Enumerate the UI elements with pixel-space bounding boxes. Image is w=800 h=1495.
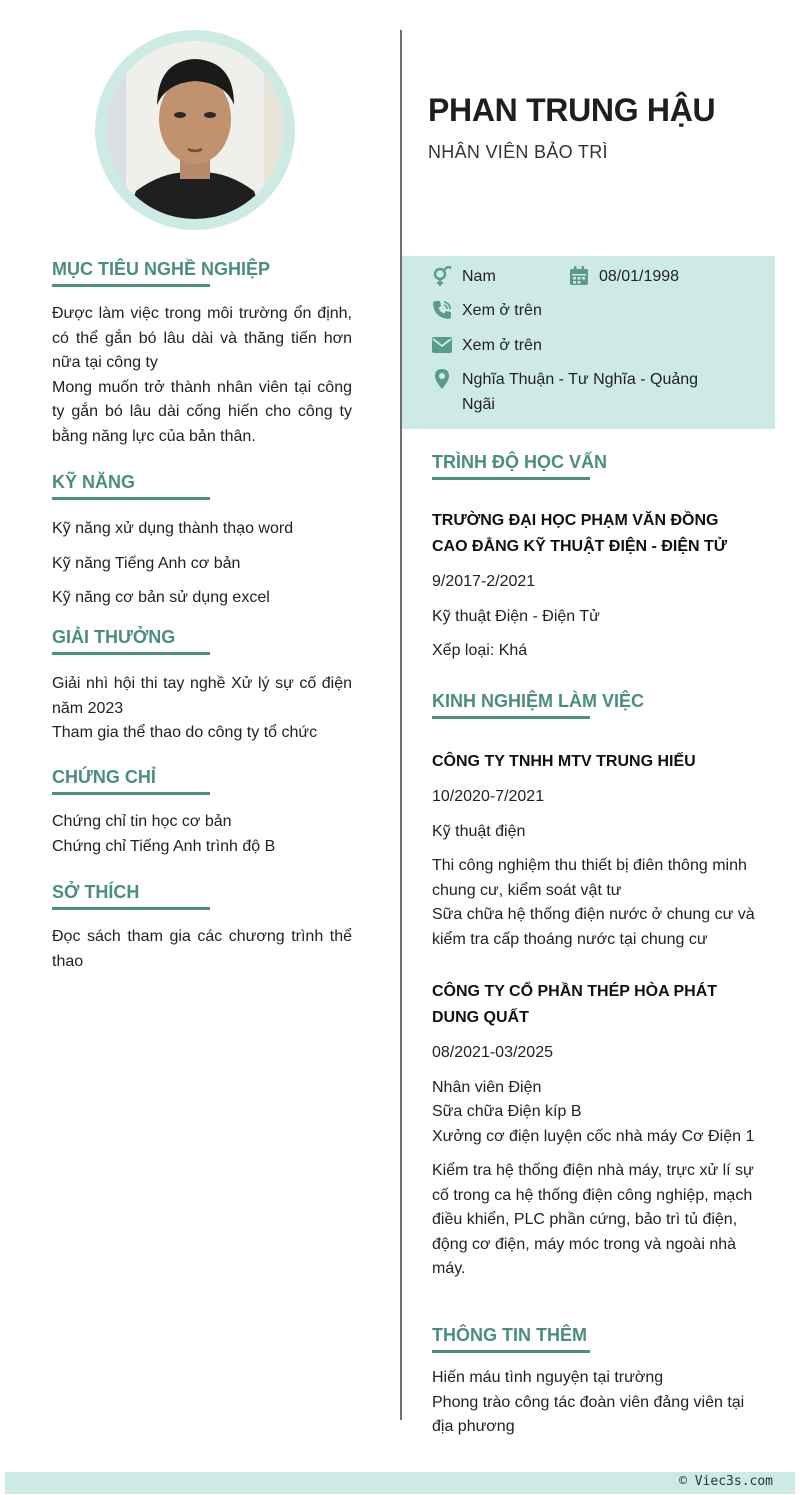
education-major: Kỹ thuật Điện - Điện Tử — [432, 607, 600, 625]
education-grade: Xếp loại: Khá — [432, 642, 528, 659]
job-description: Sữa chữa hệ thống điện nước ở chung cư và kiểm tra cấp thoáng nước tại chung cư — [432, 906, 755, 948]
education-school: TRƯỜNG ĐẠI HỌC PHẠM VĂN ĐỒNG CAO ĐẲNG KỸ THUẬT ĐIỆN - ĐIỆN TỬ — [432, 512, 728, 555]
education-period: 9/2017-2/2021 — [432, 573, 536, 590]
extra-info-section — [432, 1324, 762, 1440]
gender-value: Nam — [462, 268, 496, 285]
avatar-frame — [95, 30, 295, 230]
candidate-name: PHAN TRUNG HẬU — [428, 92, 716, 128]
location-pin-icon — [432, 369, 452, 389]
certificates-title: CHỨNG CHỈ — [52, 767, 156, 787]
education-title-rule — [432, 477, 590, 480]
column-divider — [400, 30, 402, 1420]
gender-icon — [432, 266, 452, 286]
job-company: CÔNG TY TNHH MTV TRUNG HIẾU — [432, 753, 696, 770]
education-title: TRÌNH ĐỘ HỌC VẤN — [432, 452, 607, 472]
experience-title: KINH NGHIỆM LÀM VIỆC — [432, 691, 645, 711]
job-entry — [432, 749, 762, 952]
email-value[interactable]: Xem ở trên — [462, 337, 542, 354]
objective-title: MỤC TIÊU NGHỀ NGHIỆP — [52, 259, 271, 279]
job-title: NHÂN VIÊN BẢO TRÌ — [428, 142, 608, 162]
job-position: Kỹ thuật điện — [432, 822, 526, 840]
extra-info-title: THÔNG TIN THÊM — [432, 1325, 587, 1345]
footer-bar — [5, 1472, 795, 1494]
hobbies-section — [52, 881, 352, 974]
address-value — [462, 368, 762, 417]
awards-title-rule — [52, 652, 210, 655]
certificate-item: Chứng chỉ Tiếng Anh trình độ B — [52, 837, 276, 855]
award-item: Tham gia thể thao do công ty tổ chức — [52, 724, 318, 741]
avatar — [106, 41, 284, 219]
experience-title-rule — [432, 716, 590, 719]
job-position: Xưởng cơ điện luyện cốc nhà máy Cơ Điện 1 — [432, 1127, 755, 1145]
phone-icon — [432, 300, 452, 320]
certificates-title-rule — [52, 792, 210, 795]
address-row — [432, 368, 762, 417]
email-icon — [432, 335, 452, 355]
job-description: Kiểm tra hệ thống điện nhà máy, trực xử lí sự cố trong ca hệ thống điện công nghiệp, mạch điều khiển, PLC phần cứng, bảo trì tủ điện, động cơ điện, máy móc trong và ngoài nhà máy. — [432, 1162, 754, 1277]
birthday-value: 08/01/1998 — [599, 268, 680, 285]
phone-value[interactable]: Xem ở trên — [462, 302, 542, 319]
skill-item: Kỹ năng cơ bản sử dụng excel — [52, 589, 270, 606]
calendar-icon — [569, 266, 589, 286]
extra-info-item: Hiến máu tình nguyện tại trường — [432, 1369, 664, 1386]
certificate-item: Chứng chỉ tin học cơ bản — [52, 813, 232, 830]
objective-paragraph-1: Được làm việc trong môi trường ổn định, có thể gắn bó lâu dài và thăng tiến hơn nữa tại công ty — [52, 305, 352, 371]
skills-title-rule — [52, 497, 210, 500]
skill-item: Kỹ năng xử dụng thành thạo word — [52, 520, 294, 537]
extra-info-item: Phong trào công tác đoàn viên đảng viên tại địa phương — [432, 1393, 745, 1435]
job-position: Sữa chữa Điện kíp B — [432, 1103, 582, 1120]
award-item: Giải nhì hội thi tay nghề Xử lý sự cố điện năm 2023 — [52, 675, 352, 717]
gender-row — [432, 265, 496, 290]
hobbies-title-rule — [52, 907, 210, 910]
skill-item: Kỹ năng Tiếng Anh cơ bản — [52, 554, 241, 572]
hobbies-title: SỞ THÍCH — [52, 882, 140, 902]
awards-title: GIẢI THƯỞNG — [52, 627, 176, 647]
objective-paragraph-2: Mong muốn trở thành nhân viên tại công ty gắn bó lâu dài cống hiến cho công ty bằng năng lực của bản thân. — [52, 378, 352, 445]
email-row — [432, 334, 542, 359]
awards-section — [52, 626, 352, 746]
certificates-section — [52, 766, 352, 859]
job-period: 10/2020-7/2021 — [432, 788, 545, 805]
experience-section — [432, 690, 762, 719]
address-line: Ngãi — [462, 395, 495, 413]
birthday-row — [569, 265, 679, 290]
objective-title-rule — [52, 284, 210, 287]
profile-photo — [106, 41, 284, 219]
objective-section — [52, 258, 352, 449]
job-period: 08/2021-03/2025 — [432, 1044, 553, 1061]
hobbies-paragraph: Đọc sách tham gia các chương trình thể thao — [52, 928, 352, 970]
skills-section — [52, 471, 352, 611]
job-company: CÔNG TY CỔ PHẦN THÉP HÒA PHÁT DUNG QUẤT — [432, 983, 718, 1026]
contact-info-panel — [402, 256, 775, 429]
address-line: Nghĩa Thuận - Tư Nghĩa - Quảng — [462, 371, 699, 388]
phone-row — [432, 299, 542, 324]
job-entry — [432, 979, 762, 1282]
job-description: Thi công nghiệm thu thiết bị điên thông minh chung cư, kiểm soát vật tư — [432, 857, 747, 899]
footer-watermark[interactable]: © Viec3s.com — [679, 1474, 773, 1489]
extra-info-title-rule — [432, 1350, 590, 1353]
education-section — [432, 451, 762, 664]
skills-title: KỸ NĂNG — [52, 472, 136, 492]
job-position: Nhân viên Điện — [432, 1078, 542, 1096]
